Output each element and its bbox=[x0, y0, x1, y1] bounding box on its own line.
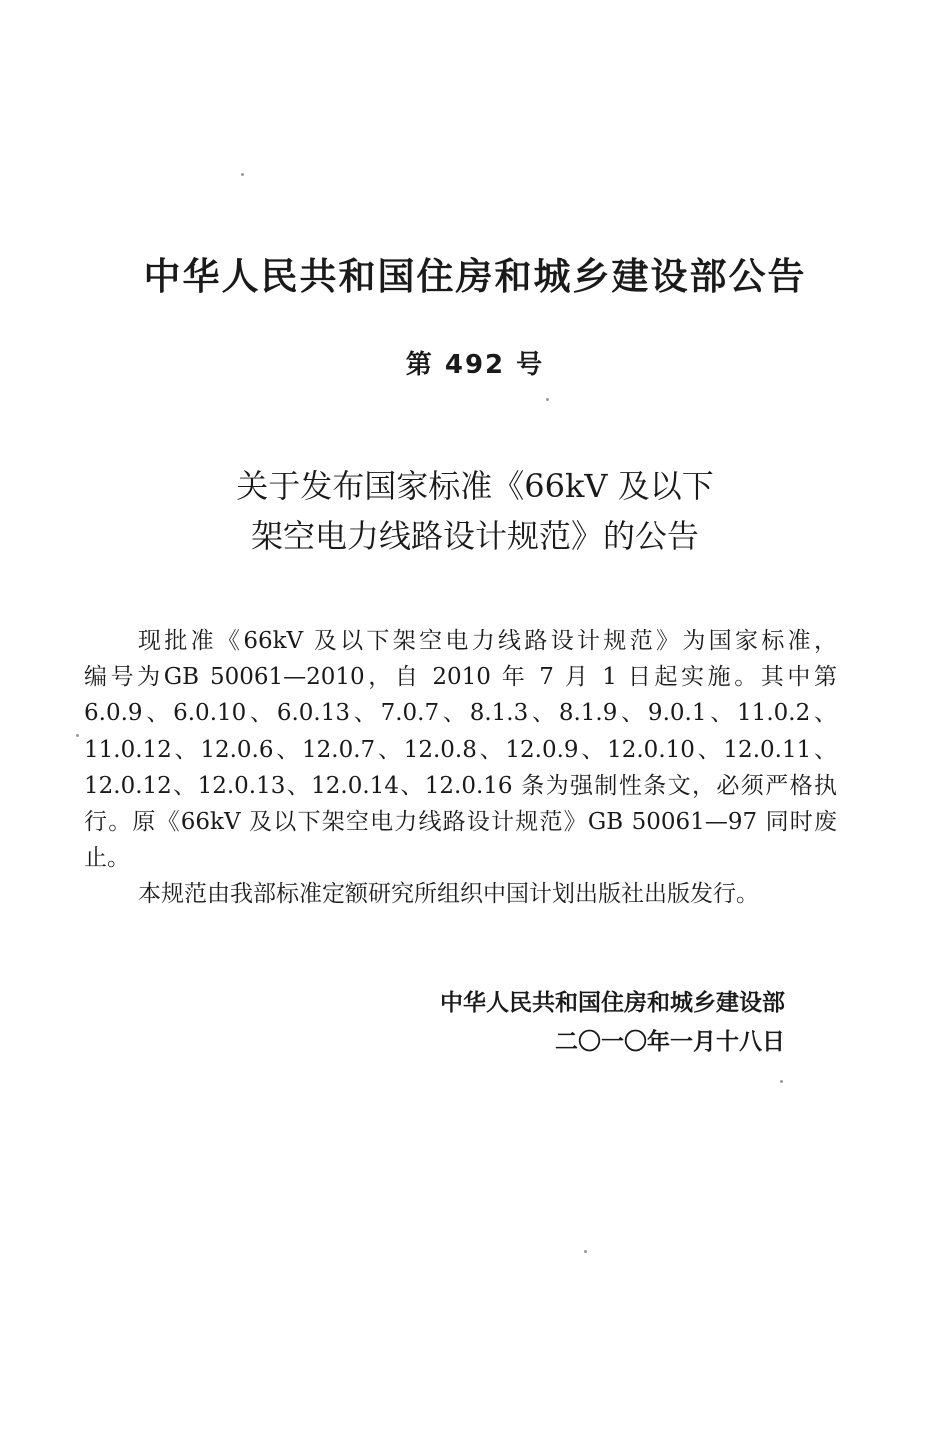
scan-speck bbox=[780, 1080, 783, 1083]
ministry-title: 中华人民共和国住房和城乡建设部公告 bbox=[143, 255, 807, 298]
body-line: 本规范由我部标准定额研究所组织中国计划出版社出版发行。 bbox=[138, 881, 759, 908]
scan-speck bbox=[76, 734, 79, 737]
scan-speck bbox=[584, 1250, 587, 1253]
notice-body bbox=[84, 623, 837, 913]
notice-subject bbox=[0, 461, 950, 561]
body-line: 编号为GB 50061—2010，自 2010 年 7 月 1 日起实施。其中第 bbox=[84, 664, 837, 691]
scan-speck bbox=[546, 398, 549, 401]
notice-number: 第 492 号 bbox=[405, 350, 545, 380]
body-line: 6.0.9、6.0.10、6.0.13、7.0.7、8.1.3、8.1.9、9.0.1、11.0.2、 bbox=[84, 700, 837, 727]
subject-line-2: 架空电力线路设计规范》的公告 bbox=[250, 517, 699, 555]
subject-line-1: 关于发布国家标准《66kV 及以下 bbox=[236, 467, 714, 505]
body-line: 现批准《66kV 及以下架空电力线路设计规范》为国家标准， bbox=[138, 628, 837, 654]
scan-speck bbox=[241, 173, 244, 176]
signature-block bbox=[340, 984, 785, 1062]
body-line: 止。 bbox=[84, 845, 130, 872]
body-line: 行。原《66kV 及以下架空电力线路设计规范》GB 50061—97 同时废 bbox=[84, 809, 837, 836]
body-line: 12.0.12、12.0.13、12.0.14、12.0.16 条为强制性条文，必须严格执 bbox=[84, 772, 837, 799]
issue-date: 二〇一〇年一月十八日 bbox=[555, 1029, 785, 1055]
issuing-organization: 中华人民共和国住房和城乡建设部 bbox=[440, 990, 785, 1016]
body-line: 11.0.12、12.0.6、12.0.7、12.0.8、12.0.9、12.0.10、12.0.11、 bbox=[84, 736, 837, 763]
